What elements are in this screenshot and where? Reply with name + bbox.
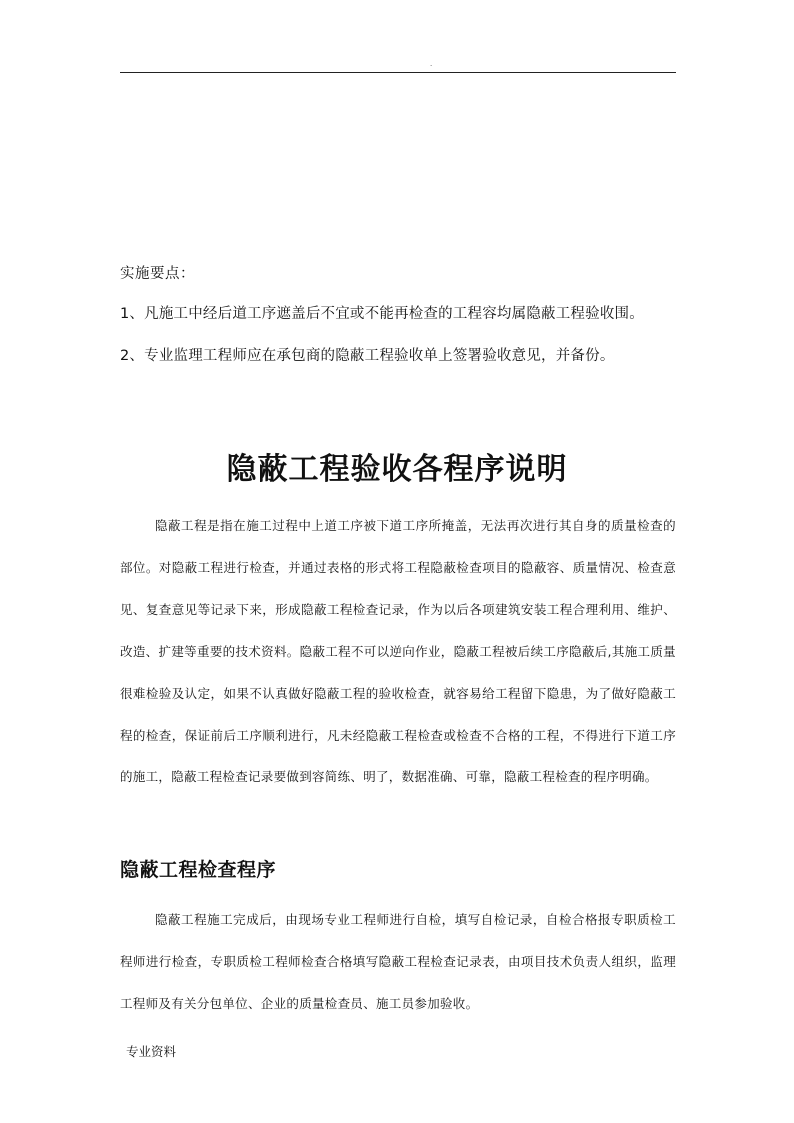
- intro-heading: 实施要点：: [120, 266, 195, 282]
- intro-point-2: 2、专业监理工程师应在承包商的隐蔽工程验收单上签署验收意见，并备份。: [120, 348, 615, 364]
- section-paragraph: 隐蔽工程施工完成后，由现场专业工程师进行自检，填写自检记录，自检合格报专职质检工程师进行检查，专职质检工程师检查合格填写隐蔽工程检查记录表，由项目技术负责人组织，监理工程师及有关分包单位、企业的质量检查员、施工员参加验收。: [120, 912, 676, 1011]
- main-paragraph: 隐蔽工程是指在施工过程中上道工序被下道工序所掩盖，无法再次进行其自身的质量检查的部位。对隐蔽工程进行检查，并通过表格的形式将工程隐蔽检查项目的隐蔽容、质量情况、检查意见、复查意见等记录下来，形成隐蔽工程检查记录，作为以后各项建筑安装工程合理利用、维护、改造、扩建等重要的技术资料。隐蔽工程不可以逆向作业，隐蔽工程被后续工序隐蔽后,其施工质量很难检验及认定，如果不认真做好隐蔽工程的验收检查，就容易给工程留下隐患，为了做好隐蔽工程的检查，保证前后工序顺利进行，凡未经隐蔽工程检查或检查不合格的工程，不得进行下道工序的施工，隐蔽工程检查记录要做到容简练、明了，数据准确、可靠，隐蔽工程检查的程序明确。: [120, 518, 676, 785]
- intro-point-1: 1、凡施工中经后道工序遮盖后不宜或不能再检查的工程容均属隐蔽工程验收围。: [120, 306, 644, 322]
- footer-label: 专业资料: [126, 1044, 177, 1059]
- header-mark: .: [430, 60, 433, 68]
- document-title: 隐蔽工程验收各程序说明: [226, 452, 568, 487]
- section-heading: 隐蔽工程检查程序: [120, 859, 277, 881]
- header-rule: [120, 72, 676, 73]
